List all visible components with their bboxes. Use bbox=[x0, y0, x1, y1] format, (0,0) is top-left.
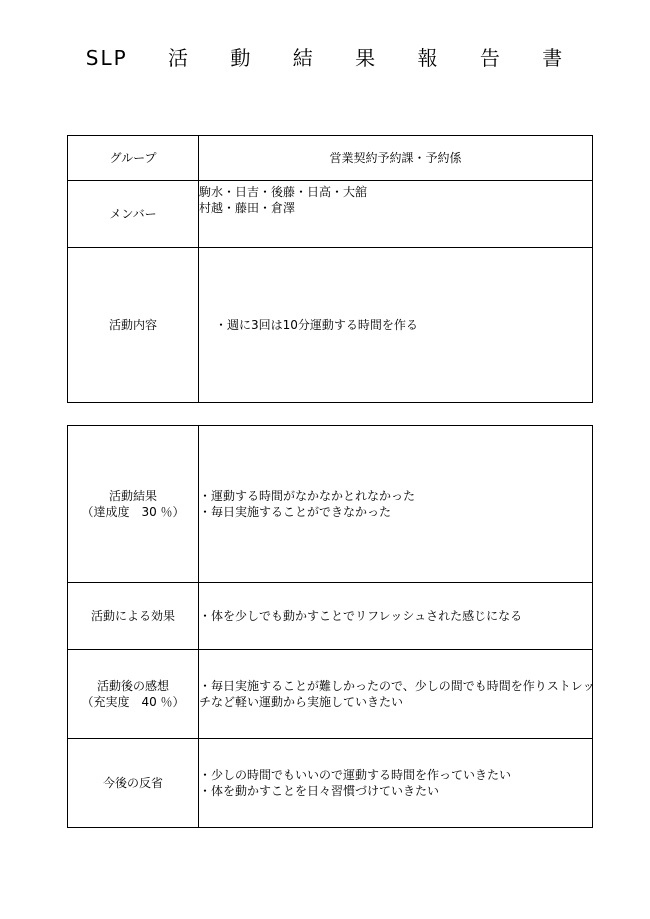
activity-value: ・週に3回は10分運動する時間を作る bbox=[199, 248, 593, 403]
reflection-line: ・体を動かすことを日々習慣づけていきたい bbox=[199, 784, 440, 798]
result-table bbox=[67, 425, 593, 828]
impression-line: チなど軽い運動から実施していきたい bbox=[199, 695, 404, 709]
title-char: 報 bbox=[417, 46, 440, 70]
activity-label: 活動内容 bbox=[68, 248, 199, 403]
page-title bbox=[0, 42, 650, 71]
group-value: 営業契約予約課・予約係 bbox=[199, 136, 593, 181]
reflection-row bbox=[68, 739, 593, 828]
result-label-cell bbox=[68, 426, 199, 583]
members-row bbox=[68, 181, 593, 248]
result-value bbox=[199, 426, 593, 583]
reflection-label: 今後の反省 bbox=[68, 739, 199, 828]
group-row bbox=[68, 136, 593, 181]
activity-row bbox=[68, 248, 593, 403]
title-char: 活 bbox=[168, 46, 191, 70]
impression-label-cell bbox=[68, 650, 199, 739]
result-line: ・運動する時間がなかなかとれなかった bbox=[199, 489, 416, 503]
title-prefix: SLP bbox=[85, 46, 128, 70]
reflection-line: ・少しの時間でもいいので運動する時間を作っていきたい bbox=[199, 768, 512, 782]
plan-table bbox=[67, 135, 593, 403]
effect-value: ・体を少しでも動かすことでリフレッシュされた感じになる bbox=[199, 583, 593, 650]
result-row bbox=[68, 426, 593, 583]
members-line: 村越・藤田・倉澤 bbox=[199, 201, 296, 215]
fulfillment-rate: （充実度 40 ％） bbox=[81, 695, 185, 709]
title-char: 動 bbox=[230, 46, 253, 70]
impression-line: ・毎日実施することが難しかったので、少しの間でも時間を作りストレッ bbox=[199, 679, 595, 693]
impression-label: 活動後の感想 bbox=[96, 679, 169, 693]
effect-label: 活動による効果 bbox=[68, 583, 199, 650]
title-char: 果 bbox=[355, 46, 378, 70]
achievement-rate: （達成度 30 ％） bbox=[81, 505, 185, 519]
result-label: 活動結果 bbox=[108, 489, 157, 503]
effect-row bbox=[68, 583, 593, 650]
members-label: メンバー bbox=[68, 181, 199, 248]
title-char: 書 bbox=[542, 46, 565, 70]
members-line: 駒水・日吉・後藤・日高・大舘 bbox=[199, 185, 368, 199]
title-char: 結 bbox=[292, 46, 315, 70]
impression-row bbox=[68, 650, 593, 739]
title-char: 告 bbox=[479, 46, 502, 70]
impression-value bbox=[199, 650, 593, 739]
reflection-value bbox=[199, 739, 593, 828]
members-value bbox=[199, 181, 593, 248]
result-line: ・毎日実施することができなかった bbox=[199, 505, 392, 519]
group-label: グループ bbox=[68, 136, 199, 181]
